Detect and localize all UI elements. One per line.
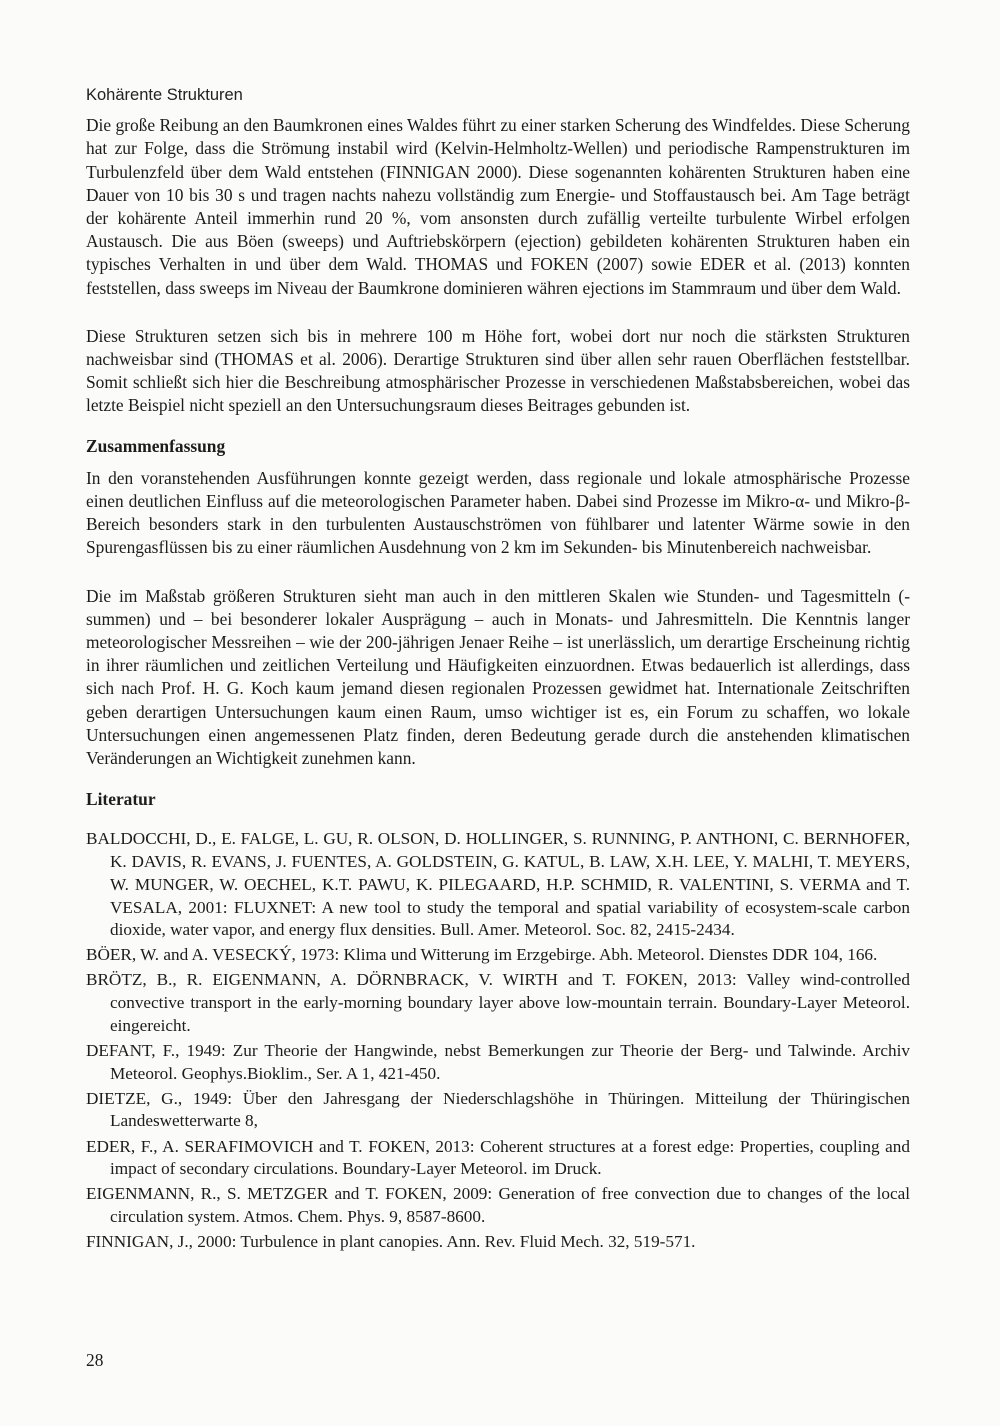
paragraph: Die im Maßstab größeren Strukturen sieht man auch in den mittleren Skalen wie Stunden- und Tagesmitteln (-summen) und – bei besonderer lokaler Ausprägung – auch in Monats- und Jahresmitteln. Die Kenntnis langer meteorologischer Messreihen – wie der 200-jährigen Jenaer Reihe – ist unerlässlich, um derartige Erscheinung richtig in ihrer räumlichen und zeitlichen Verteilung und Häufigkeiten einzuordnen. Etwas bedauerlich ist allerdings, dass sich nach Prof. H. G. Koch kaum jemand diesen regionalen Prozessen gewidmet hat. Internationale Zeitschriften geben derartigen Untersuchungen kaum einen Raum, umso wichtiger ist es, ein Forum zu schaffen, wo lokale Untersuchungen einen angemessenen Platz finden, deren Bedeutung gerade durch die anstehenden klimatischen Veränderungen an Wichtigkeit zunehmen kann. [86,585,910,769]
reference-item: FINNIGAN, J., 2000: Turbulence in plant canopies. Ann. Rev. Fluid Mech. 32, 519-571. [86,1232,696,1252]
reference-item: BALDOCCHI, D., E. FALGE, L. GU, R. OLSON, D. HOLLINGER, S. RUNNING, P. ANTHONI, C. BERNHOFER, K. DAVIS, R. EVANS, J. FUENTES, A. GOLDSTEIN, G. KATUL, B. LAW, X.H. LEE, Y. MALHI, T. MEYERS, W. MUNGER, W. OECHEL, K.T. PAWU, K. PILEGAARD, H.P. SCHMID, R. VALENTINI, S. VERMA and T. VESALA, 2001: FLUXNET: A new tool to study the temporal and spatial variability of ecosystem-scale carbon dioxide, water vapor, and energy flux densities. Bull. Amer. Meteorol. Soc. 82, 2415-2434. [86,829,910,940]
paragraph: In den voranstehenden Ausführungen konnte gezeigt werden, dass regionale und lokale atmosphärische Prozesse einen deutlichen Einfluss auf die meteorologischen Parameter haben. Dabei sind Prozesse im Mikro-α- und Mikro-β-Bereich besonders stark in den turbulenten Austauschströmen von fühlbarer und latenter Wärme sowie in den Spurengasflüssen bis zu einer räumlichen Ausdehnung von 2 km im Sekunden- bis Minutenbereich nachweisbar. [86,467,910,558]
reference-item: EDER, F., A. SERAFIMOVICH and T. FOKEN, 2013: Coherent structures at a forest edge: Properties, coupling and impact of secondary circulations. Boundary-Layer Meteorol. im Druck. [86,1136,910,1179]
reference-list [86,828,910,1253]
reference-item: DIETZE, G., 1949: Über den Jahresgang der Niederschlagshöhe in Thüringen. Mitteilung der Thüringischen Landeswetterwarte 8, [86,1088,910,1131]
reference-item: EIGENMANN, R., S. METZGER and T. FOKEN, 2009: Generation of free convection due to changes of the local circulation system. Atmos. Chem. Phys. 9, 8587-8600. [86,1184,910,1227]
paragraph: Diese Strukturen setzen sich bis in mehrere 100 m Höhe fort, wobei dort nur noch die stärksten Strukturen nachweisbar sind (THOMAS et al. 2006). Derartige Strukturen sind über allen sehr rauen Oberflächen feststellbar. Somit schließt sich hier die Beschreibung atmosphärischer Prozesse in verschiedenen Maßstabsbereichen, wobei das letzte Beispiel nicht speziell an den Untersuchungsraum dieses Beitrages gebunden ist. [86,325,910,416]
literature-heading: Literatur [86,789,156,810]
reference-item: BÖER, W. and A. VESECKÝ, 1973: Klima und Witterung im Erzgebirge. Abh. Meteorol. Dienstes DDR 104, 166. [86,945,878,965]
paragraph: Die große Reibung an den Baumkronen eines Waldes führt zu einer starken Scherung des Windfeldes. Diese Scherung hat zur Folge, dass die Strömung instabil wird (Kelvin-Helmholtz-Wellen) und periodische Rampenstrukturen im Turbulenzfeld über dem Wald entstehen (FINNIGAN 2000). Diese sogenannten kohärenten Strukturen haben eine Dauer von 10 bis 30 s und tragen nachts nahezu vollständig zum Energie- und Stoffaustausch bei. Am Tage beträgt der kohärente Anteil immerhin rund 20 %, vom ansonsten durch zufällig verteilte turbulente Wirbel erfolgen Austausch. Die aus Böen (sweeps) und Auftriebskörpern (ejection) gebildeten kohärenten Strukturen haben ein typisches Verhalten in und über dem Wald. THOMAS und FOKEN (2007) sowie EDER et al. (2013) konnten feststellen, dass sweeps im Niveau der Baumkrone dominieren währen ejections im Stammraum und über dem Wald. [86,115,910,298]
page-number: 28 [86,1350,104,1370]
reference-item: DEFANT, F., 1949: Zur Theorie der Hangwinde, nebst Bemerkungen zur Theorie der Berg- und Talwinde. Archiv Meteorol. Geophys.Bioklim., Ser. A 1, 421-450. [86,1040,910,1083]
reference-item: BRÖTZ, B., R. EIGENMANN, A. DÖRNBRACK, V. WIRTH and T. FOKEN, 2013: Valley wind-controlled convective transport in the early-morning boundary layer above low-mountain terrain. Boundary-Layer Meteorol. eingereicht. [86,970,910,1035]
page-content [86,84,910,1256]
summary-heading: Zusammenfassung [86,435,226,456]
section-subtitle: Kohärente Strukturen [86,86,243,104]
